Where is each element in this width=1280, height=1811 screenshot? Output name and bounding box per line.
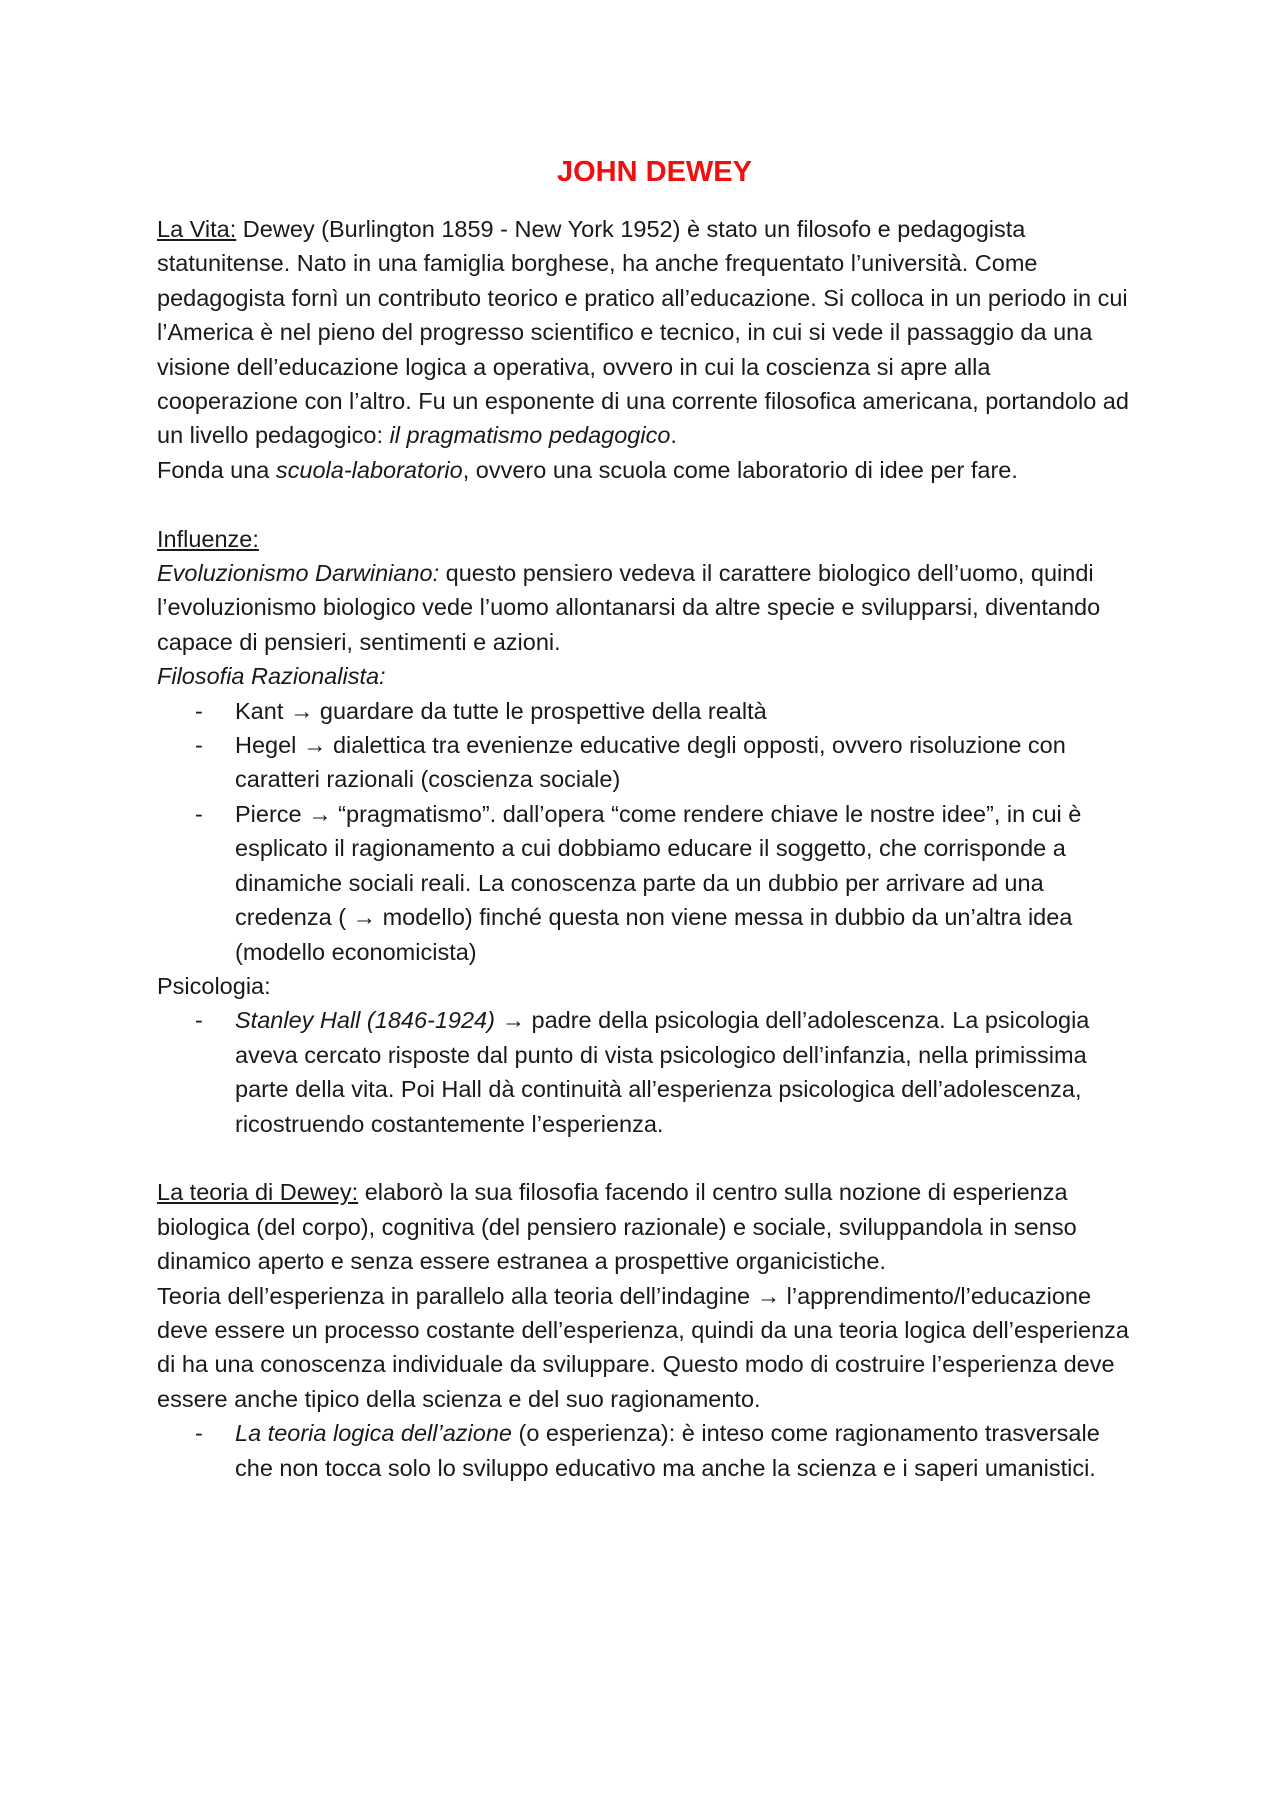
fonda-paragraph <box>157 453 1130 487</box>
influenze-heading <box>157 522 1130 556</box>
fonda-italic: scuola-laboratorio <box>275 456 463 483</box>
darwin-text: questo pensiero vedeva il carattere biologico dell’uomo, quindi l’evoluzionismo biologico vede l’uomo allontanarsi da altre specie e svilupparsi, diventando capace di pensieri, sentimenti e azioni. <box>157 560 1101 655</box>
teoria-item-italic: La teoria logica dell’azione <box>235 1420 512 1447</box>
vita-end: . <box>670 422 677 449</box>
hall-italic: Stanley Hall (1846-1924) <box>235 1007 495 1034</box>
teoria-text: elaborò la sua filosofia facendo il centro sulla nozione di esperienza biologica (del corpo), cognitiva (del pensiero razionale) e sociale, sviluppandola in senso dinamico aperto e senza essere estranea a prospettive organicistiche. <box>157 1179 1077 1275</box>
darwin-label: Evoluzionismo Darwiniano: <box>157 560 440 587</box>
teoria-list <box>157 1416 1130 1485</box>
list-item-text: Pierce → “pragmatismo”. dall’opera “come rendere chiave le nostre idee”, in cui è esplicato il ragionamento a cui dobbiamo educare il soggetto, che corrisponde a dinamiche sociali reali. La conoscenza parte da un dubbio per arrivare ad una credenza ( → modello) finché questa non viene messa in dubbio da un’altra idea (modello economicista) <box>235 800 1082 965</box>
teoria-label: La teoria di Dewey: <box>157 1179 359 1206</box>
spacer <box>157 487 1130 521</box>
teoria-esperienza-paragraph: Teoria dell’esperienza in parallelo alla teoria dell’indagine → l’apprendimento/l’educazione deve essere un processo costante dell’esperienza, quindi da una teoria logica dell’esperienza di ha una conoscenza individuale da sviluppare. Questo modo di costruire l’esperienza deve essere anche tipico della scienza e del suo ragionamento. <box>157 1282 1129 1412</box>
psicologia-list <box>157 1003 1130 1141</box>
teoria-item-text: (o esperienza): è inteso come ragionamento trasversale che non tocca solo lo sviluppo educativo ma anche la scienza e i saperi umanistici. <box>235 1420 1100 1481</box>
list-item <box>157 797 1130 969</box>
list-item <box>157 1416 1130 1485</box>
spacer <box>157 1141 1130 1175</box>
razionalista-list <box>157 694 1130 969</box>
razionalista-label: Filosofia Razionalista: <box>157 663 386 690</box>
influenze-label: Influenze: <box>157 525 259 552</box>
dash-bullet: - <box>195 1420 203 1447</box>
teoria-paragraph <box>157 1175 1130 1278</box>
vita-text: Dewey (Burlington 1859 - New York 1952) è stato un filosofo e pedagogista statunitense. Nato in una famiglia borghese, ha anche frequentato l’università. Come pedagogista fornì un contributo teorico e pratico all’educazione. Si colloca in un periodo in cui l’America è nel pieno del progresso scientifico e tecnico, in cui si vede il passaggio da una visione dell’educazione logica a operativa, ovvero in cui la coscienza si apre alla cooperazione con l’altro. Fu un esponente di una corrente filosofica americana, portandolo ad un livello pedagogico: <box>157 216 1129 449</box>
hall-text: → padre della psicologia dell’adolescenza. La psicologia aveva cercato risposte dal punto di vista psicologico dell’infanzia, nella primissima parte della vita. Poi Hall dà continuità all’esperienza psicologica dell’adolescenza, ricostruendo costantemente l’esperienza. <box>235 1007 1090 1137</box>
fonda-pre: Fonda una <box>157 456 276 483</box>
psicologia-label: Psicologia: <box>157 972 271 999</box>
list-item <box>157 694 1130 728</box>
vita-paragraph <box>157 212 1130 453</box>
list-item-text: Kant → guardare da tutte le prospettive della realtà <box>235 697 767 724</box>
page-title: JOHN DEWEY <box>557 156 752 188</box>
dash-bullet: - <box>195 1007 203 1034</box>
list-item <box>157 1003 1130 1141</box>
vita-label: La Vita: <box>157 216 237 242</box>
dash-bullet: - <box>195 697 203 724</box>
vita-italic: il pragmatismo pedagogico <box>389 422 671 449</box>
fonda-post: , ovvero una scuola come laboratorio di idee per fare. <box>462 456 1018 483</box>
dash-bullet: - <box>195 800 203 827</box>
list-item-text: Hegel → dialettica tra evenienze educative degli opposti, ovvero risoluzione con caratteri razionali (coscienza sociale) <box>235 732 1066 793</box>
dash-bullet: - <box>195 732 203 759</box>
list-item <box>157 728 1130 797</box>
darwin-paragraph <box>157 556 1130 659</box>
